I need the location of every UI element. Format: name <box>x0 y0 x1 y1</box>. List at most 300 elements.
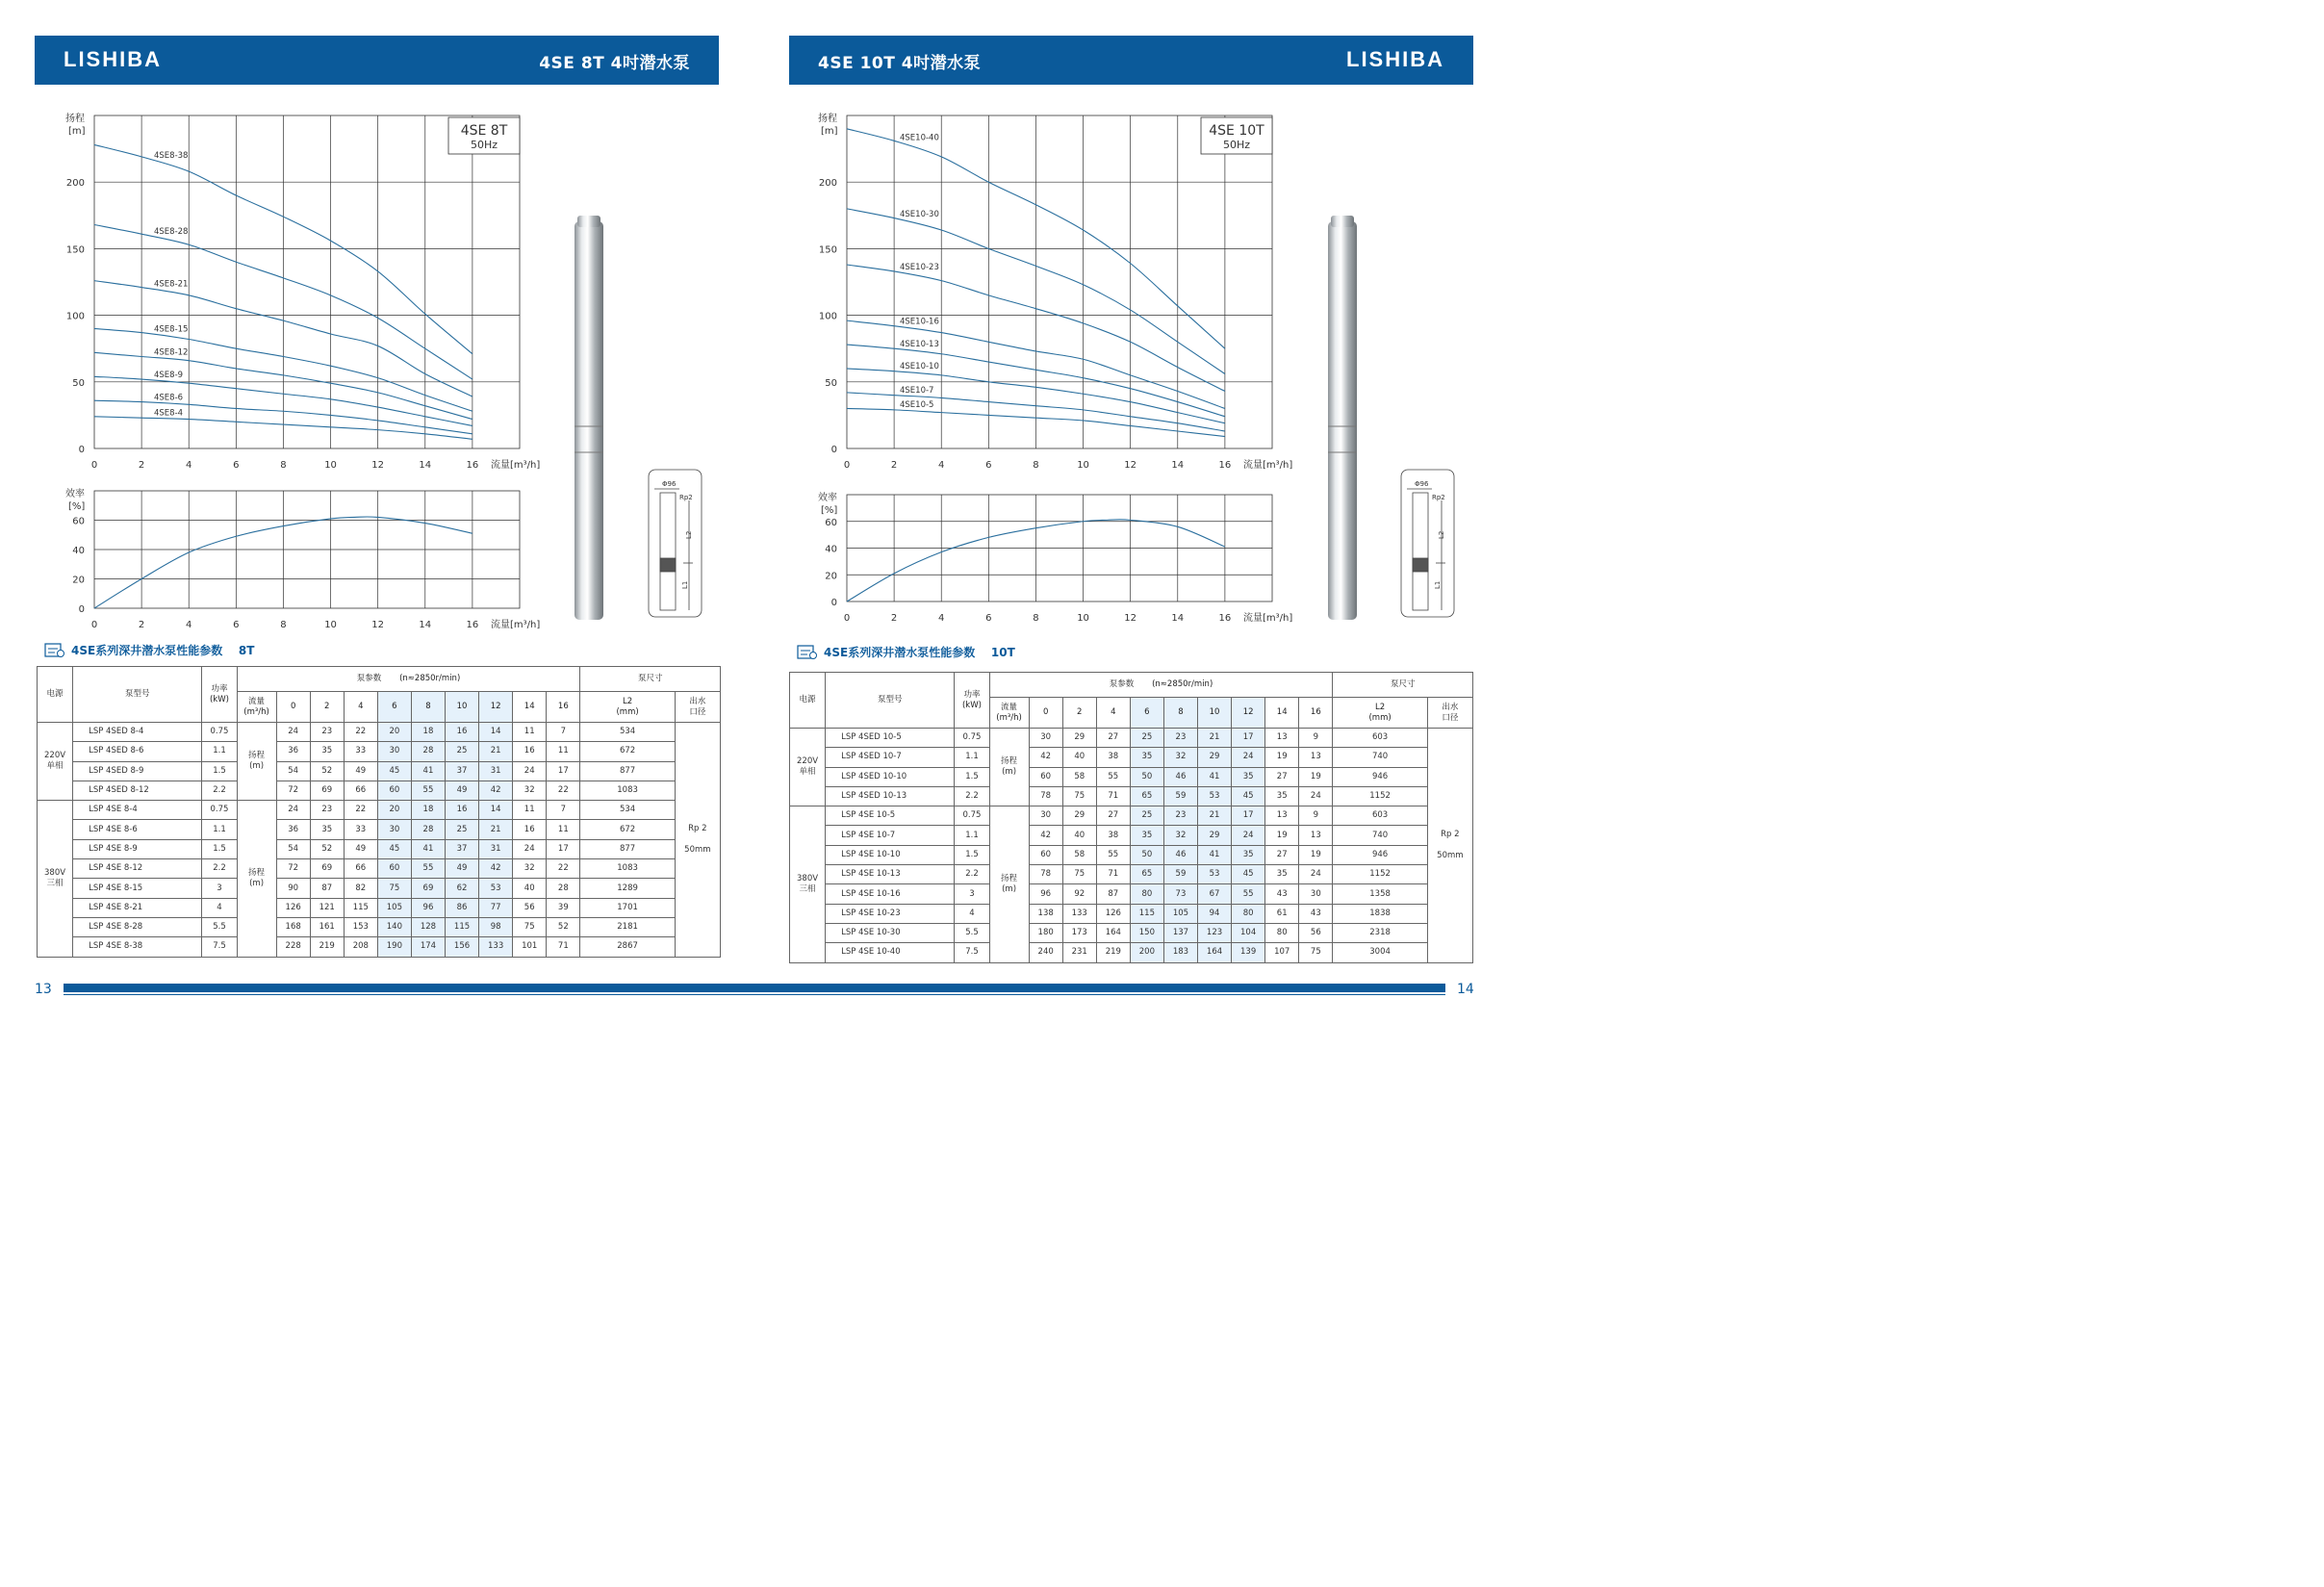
head-value-cell: 80 <box>1130 884 1163 904</box>
head-value-cell: 32 <box>1163 748 1197 767</box>
head-value-cell: 32 <box>513 859 547 879</box>
head-value-cell: 17 <box>1232 729 1265 748</box>
head-value-cell: 9 <box>1299 729 1333 748</box>
head-value-cell: 101 <box>513 937 547 957</box>
l2-cell: 1083 <box>580 859 675 879</box>
head-value-cell: 17 <box>547 761 580 781</box>
head-value-cell: 82 <box>344 879 377 898</box>
head-value-cell: 19 <box>1299 845 1333 864</box>
y-axis-label: 扬程 <box>65 114 85 124</box>
head-value-cell: 55 <box>411 781 445 800</box>
x-tick-label: 12 <box>1124 613 1137 624</box>
head-value-cell: 35 <box>310 820 344 839</box>
flow-header: 8 <box>411 692 445 723</box>
head-value-cell: 72 <box>276 781 310 800</box>
head-value-cell: 55 <box>1096 767 1130 786</box>
x-tick-label: 0 <box>843 460 851 471</box>
series-label: 4SE8-28 <box>154 227 189 238</box>
series-label: 4SE8-4 <box>154 408 184 419</box>
head-value-cell: 43 <box>1265 884 1299 904</box>
model-cell: LSP 4SE 10-13 <box>826 865 955 884</box>
table-row <box>790 904 1473 923</box>
col-header: 泵尺寸 <box>580 667 721 692</box>
head-value-cell: 13 <box>1265 729 1299 748</box>
flow-header: 2 <box>1062 698 1096 729</box>
table-row <box>38 801 721 820</box>
head-value-cell: 23 <box>1163 806 1197 826</box>
head-value-cell: 45 <box>1232 786 1265 806</box>
head-value-cell: 67 <box>1198 884 1232 904</box>
head-value-cell: 24 <box>276 801 310 820</box>
head-value-cell: 55 <box>1096 845 1130 864</box>
legend-title: 4SE 8T <box>460 123 508 139</box>
power-cell: 1.1 <box>955 826 989 845</box>
x-tick-label: 8 <box>280 620 287 630</box>
y-tick-label: 50 <box>72 377 85 389</box>
flow-header: 12 <box>1232 698 1265 729</box>
head-value-cell: 173 <box>1062 923 1096 942</box>
head-value-cell: 65 <box>1130 865 1163 884</box>
head-value-cell: 31 <box>479 839 513 858</box>
col-header: 流量 (m³/h) <box>237 692 276 723</box>
head-value-cell: 96 <box>411 898 445 917</box>
l2-cell: 740 <box>1333 748 1427 767</box>
x-tick-label: 8 <box>1033 613 1039 624</box>
model-cell: LSP 4SE 10-5 <box>826 806 955 826</box>
x-tick-label: 16 <box>466 460 479 471</box>
head-value-cell: 46 <box>1163 845 1197 864</box>
head-value-cell: 37 <box>446 761 479 781</box>
head-label-cell: 扬程 (m) <box>989 729 1029 806</box>
power-cell: 1.5 <box>202 839 237 858</box>
model-cell: LSP 4SED 10-5 <box>826 729 955 748</box>
table-row <box>790 806 1473 826</box>
y-tick-label: 0 <box>78 604 85 615</box>
head-value-cell: 60 <box>377 859 411 879</box>
power-cell: 2.2 <box>202 781 237 800</box>
table-row <box>790 943 1473 962</box>
head-value-cell: 80 <box>1232 904 1265 923</box>
head-value-cell: 104 <box>1232 923 1265 942</box>
head-value-cell: 137 <box>1163 923 1197 942</box>
head-value-cell: 75 <box>1062 865 1096 884</box>
head-value-cell: 17 <box>1232 806 1265 826</box>
x-tick-label: 0 <box>90 460 98 471</box>
head-value-cell: 105 <box>1163 904 1197 923</box>
y-axis-label: 效率 <box>818 493 837 503</box>
y-tick-label: 0 <box>830 445 837 455</box>
l2-cell: 2318 <box>1333 923 1427 942</box>
head-value-cell: 30 <box>377 820 411 839</box>
y-tick-label: 40 <box>72 546 85 556</box>
head-value-cell: 24 <box>1232 748 1265 767</box>
x-tick-label: 14 <box>419 460 432 471</box>
y-tick-label: 100 <box>818 311 837 322</box>
y-axis-unit: [m] <box>821 126 838 137</box>
series-label: 4SE10-7 <box>900 385 934 396</box>
l2-cell: 2181 <box>580 917 675 936</box>
head-value-cell: 24 <box>1299 865 1333 884</box>
head-value-cell: 21 <box>479 820 513 839</box>
x-tick-label: 10 <box>324 620 337 630</box>
head-value-cell: 164 <box>1096 923 1130 942</box>
head-value-cell: 87 <box>310 879 344 898</box>
table-row <box>38 742 721 761</box>
head-value-cell: 30 <box>1029 729 1062 748</box>
head-value-cell: 150 <box>1130 923 1163 942</box>
x-axis-label: 流量[m³/h] <box>1243 460 1293 471</box>
head-value-cell: 42 <box>1029 748 1062 767</box>
head-label-cell: 扬程 (m) <box>989 806 1029 962</box>
x-tick-label: 4 <box>186 460 192 471</box>
col-header: 电源 <box>38 667 73 723</box>
table-row <box>38 839 721 858</box>
head-value-cell: 40 <box>513 879 547 898</box>
legend-subtitle: 50Hz <box>470 139 498 151</box>
head-value-cell: 65 <box>1130 786 1163 806</box>
power-cell: 7.5 <box>955 943 989 962</box>
head-value-cell: 71 <box>1096 865 1130 884</box>
model-cell: LSP 4SE 10-7 <box>826 826 955 845</box>
series-label: 4SE8-15 <box>154 324 189 335</box>
model-cell: LSP 4SE 10-10 <box>826 845 955 864</box>
head-value-cell: 28 <box>547 879 580 898</box>
col-header: 功率 (kW) <box>202 667 237 723</box>
head-value-cell: 42 <box>1029 826 1062 845</box>
head-value-cell: 41 <box>411 761 445 781</box>
power-cell: 7.5 <box>202 937 237 957</box>
head-value-cell: 156 <box>446 937 479 957</box>
head-value-cell: 45 <box>377 839 411 858</box>
col-header: L2 (mm) <box>580 692 675 723</box>
x-tick-label: 14 <box>1171 460 1185 471</box>
series-label: 4SE10-13 <box>900 339 939 349</box>
head-value-cell: 27 <box>1265 845 1299 864</box>
flow-header: 0 <box>276 692 310 723</box>
head-value-cell: 22 <box>344 801 377 820</box>
y-tick-label: 200 <box>65 178 85 190</box>
power-cell: 2.2 <box>955 786 989 806</box>
x-tick-label: 2 <box>138 460 145 471</box>
x-tick-label: 4 <box>938 460 945 471</box>
head-value-cell: 36 <box>276 820 310 839</box>
head-value-cell: 13 <box>1299 826 1333 845</box>
model-cell: LSP 4SED 10-10 <box>826 767 955 786</box>
table-row <box>38 879 721 898</box>
col-header: 出水 口径 <box>1427 698 1472 729</box>
head-value-cell: 66 <box>344 781 377 800</box>
power-cell: 3 <box>955 884 989 904</box>
flow-header: 6 <box>377 692 411 723</box>
head-value-cell: 21 <box>479 742 513 761</box>
head-value-cell: 231 <box>1062 943 1096 962</box>
head-value-cell: 75 <box>1062 786 1096 806</box>
power-cell: 1.1 <box>202 742 237 761</box>
table-row <box>38 781 721 800</box>
x-tick-label: 10 <box>324 460 337 471</box>
model-cell: LSP 4SED 8-9 <box>73 761 202 781</box>
model-cell: LSP 4SE 8-6 <box>73 820 202 839</box>
head-value-cell: 96 <box>1029 884 1062 904</box>
head-value-cell: 180 <box>1029 923 1062 942</box>
head-value-cell: 36 <box>276 742 310 761</box>
model-cell: LSP 4SE 8-9 <box>73 839 202 858</box>
head-value-cell: 240 <box>1029 943 1062 962</box>
head-value-cell: 29 <box>1062 729 1096 748</box>
section-title: 4SE系列深井潜水泵性能参数 10T <box>797 643 1015 660</box>
series-label: 4SE8-6 <box>154 393 184 403</box>
head-value-cell: 30 <box>1029 806 1062 826</box>
head-value-cell: 40 <box>1062 748 1096 767</box>
power-cell: 4 <box>202 898 237 917</box>
head-value-cell: 121 <box>310 898 344 917</box>
head-value-cell: 69 <box>310 781 344 800</box>
head-value-cell: 90 <box>276 879 310 898</box>
flow-header: 0 <box>1029 698 1062 729</box>
head-value-cell: 61 <box>1265 904 1299 923</box>
y-tick-label: 50 <box>825 377 837 389</box>
head-value-cell: 75 <box>377 879 411 898</box>
outlet-cell: Rp 2 50mm <box>675 723 720 958</box>
head-value-cell: 54 <box>276 839 310 858</box>
head-value-cell: 29 <box>1062 806 1096 826</box>
y-axis-unit: [m] <box>68 126 86 137</box>
head-value-cell: 49 <box>446 781 479 800</box>
power-cell: 1.1 <box>955 748 989 767</box>
table-row <box>790 865 1473 884</box>
head-value-cell: 24 <box>513 761 547 781</box>
head-value-cell: 32 <box>1163 826 1197 845</box>
head-value-cell: 80 <box>1265 923 1299 942</box>
head-label-cell: 扬程 (m) <box>237 801 276 957</box>
chart-3 <box>818 491 1292 624</box>
y-axis-label: 效率 <box>65 489 85 499</box>
head-value-cell: 161 <box>310 917 344 936</box>
flow-header: 4 <box>1096 698 1130 729</box>
head-value-cell: 52 <box>310 761 344 781</box>
head-value-cell: 128 <box>411 917 445 936</box>
table-row <box>38 820 721 839</box>
head-value-cell: 35 <box>1265 865 1299 884</box>
l2-cell: 2867 <box>580 937 675 957</box>
head-value-cell: 19 <box>1265 826 1299 845</box>
head-value-cell: 16 <box>513 820 547 839</box>
head-value-cell: 183 <box>1163 943 1197 962</box>
y-tick-label: 60 <box>825 517 837 528</box>
head-value-cell: 49 <box>344 839 377 858</box>
dim-label-l1: L1 <box>1434 580 1442 589</box>
head-value-cell: 13 <box>1265 806 1299 826</box>
head-value-cell: 16 <box>513 742 547 761</box>
series-label: 4SE10-30 <box>900 210 939 220</box>
head-value-cell: 219 <box>310 937 344 957</box>
head-value-cell: 53 <box>1198 865 1232 884</box>
head-value-cell: 37 <box>446 839 479 858</box>
l2-cell: 1289 <box>580 879 675 898</box>
col-header: L2 (mm) <box>1333 698 1427 729</box>
head-value-cell: 39 <box>547 898 580 917</box>
x-tick-label: 4 <box>186 620 192 630</box>
flow-header: 2 <box>310 692 344 723</box>
series-label: 4SE8-9 <box>154 371 184 381</box>
head-value-cell: 11 <box>547 820 580 839</box>
y-axis-unit: [%] <box>68 501 86 512</box>
power-cell: 5.5 <box>202 917 237 936</box>
l2-cell: 1358 <box>1333 884 1427 904</box>
x-axis-label: 流量[m³/h] <box>491 460 541 471</box>
table-row <box>790 748 1473 767</box>
model-cell: LSP 4SE 10-16 <box>826 884 955 904</box>
power-cell: 1.5 <box>955 767 989 786</box>
y-tick-label: 0 <box>830 598 837 608</box>
head-value-cell: 140 <box>377 917 411 936</box>
power-cell: 0.75 <box>202 723 237 742</box>
head-value-cell: 52 <box>310 839 344 858</box>
power-cell: 1.5 <box>202 761 237 781</box>
l2-cell: 3004 <box>1333 943 1427 962</box>
head-value-cell: 107 <box>1265 943 1299 962</box>
head-value-cell: 31 <box>479 761 513 781</box>
head-value-cell: 27 <box>1096 729 1130 748</box>
table-row <box>38 761 721 781</box>
head-value-cell: 71 <box>1096 786 1130 806</box>
x-tick-label: 10 <box>1077 613 1089 624</box>
head-value-cell: 43 <box>1299 904 1333 923</box>
dim-label-phi: Φ96 <box>662 480 677 488</box>
head-value-cell: 66 <box>344 859 377 879</box>
x-tick-label: 6 <box>233 620 240 630</box>
head-value-cell: 14 <box>479 723 513 742</box>
l2-cell: 877 <box>580 839 675 858</box>
series-label: 4SE8-38 <box>154 150 189 161</box>
head-value-cell: 54 <box>276 761 310 781</box>
l2-cell: 603 <box>1333 806 1427 826</box>
model-cell: LSP 4SED 10-7 <box>826 748 955 767</box>
power-cell: 3 <box>202 879 237 898</box>
l2-cell: 672 <box>580 742 675 761</box>
model-cell: LSP 4SE 10-40 <box>826 943 955 962</box>
head-value-cell: 174 <box>411 937 445 957</box>
head-value-cell: 23 <box>310 723 344 742</box>
table-row <box>790 884 1473 904</box>
model-cell: LSP 4SE 8-12 <box>73 859 202 879</box>
flow-header: 10 <box>446 692 479 723</box>
head-value-cell: 41 <box>1198 845 1232 864</box>
head-value-cell: 35 <box>1232 845 1265 864</box>
head-value-cell: 40 <box>1062 826 1096 845</box>
head-value-cell: 45 <box>1232 865 1265 884</box>
power-source-cell: 220V 单相 <box>790 729 826 806</box>
head-value-cell: 28 <box>411 820 445 839</box>
y-tick-label: 20 <box>72 575 85 586</box>
head-value-cell: 123 <box>1198 923 1232 942</box>
model-cell: LSP 4SED 10-13 <box>826 786 955 806</box>
head-value-cell: 24 <box>1232 826 1265 845</box>
table-row <box>790 767 1473 786</box>
document-icon <box>797 643 818 660</box>
page-title: 4SE 10T 4吋潜水泵 <box>818 54 982 73</box>
head-value-cell: 50 <box>1130 767 1163 786</box>
flow-header: 14 <box>1265 698 1299 729</box>
head-value-cell: 42 <box>479 859 513 879</box>
head-value-cell: 21 <box>1198 806 1232 826</box>
head-value-cell: 24 <box>1299 786 1333 806</box>
head-value-cell: 138 <box>1029 904 1062 923</box>
dim-label-rp: Rp2 <box>679 494 693 501</box>
head-value-cell: 49 <box>446 859 479 879</box>
model-cell: LSP 4SE 10-30 <box>826 923 955 942</box>
power-cell: 0.75 <box>955 729 989 748</box>
footer-line <box>64 994 1445 995</box>
model-cell: LSP 4SE 8-28 <box>73 917 202 936</box>
power-cell: 5.5 <box>955 923 989 942</box>
head-value-cell: 168 <box>276 917 310 936</box>
head-value-cell: 56 <box>1299 923 1333 942</box>
head-value-cell: 30 <box>377 742 411 761</box>
x-tick-label: 2 <box>138 620 145 630</box>
x-axis-label: 流量[m³/h] <box>1243 613 1293 624</box>
head-value-cell: 59 <box>1163 865 1197 884</box>
x-tick-label: 8 <box>280 460 287 471</box>
brand-logo: LISHIBA <box>1346 47 1444 71</box>
table-row <box>38 937 721 957</box>
flow-header: 6 <box>1130 698 1163 729</box>
x-tick-label: 14 <box>419 620 432 630</box>
head-value-cell: 18 <box>411 801 445 820</box>
head-value-cell: 17 <box>547 839 580 858</box>
x-tick-label: 16 <box>1218 613 1232 624</box>
head-value-cell: 22 <box>547 859 580 879</box>
l2-cell: 1083 <box>580 781 675 800</box>
head-value-cell: 11 <box>513 801 547 820</box>
l2-cell: 1152 <box>1333 865 1427 884</box>
dim-label-l1: L1 <box>681 580 689 589</box>
model-cell: LSP 4SED 8-4 <box>73 723 202 742</box>
head-value-cell: 69 <box>411 879 445 898</box>
head-value-cell: 21 <box>1198 729 1232 748</box>
y-tick-label: 60 <box>72 516 85 527</box>
page-number: 13 <box>35 982 52 997</box>
model-cell: LSP 4SE 10-23 <box>826 904 955 923</box>
l2-cell: 740 <box>1333 826 1427 845</box>
footer-bar <box>64 984 1445 992</box>
head-value-cell: 200 <box>1130 943 1163 962</box>
head-value-cell: 35 <box>1265 786 1299 806</box>
y-tick-label: 20 <box>825 571 837 582</box>
l2-cell: 946 <box>1333 767 1427 786</box>
head-value-cell: 60 <box>1029 845 1062 864</box>
table-row <box>790 786 1473 806</box>
power-cell: 2.2 <box>202 859 237 879</box>
head-value-cell: 62 <box>446 879 479 898</box>
head-value-cell: 16 <box>446 723 479 742</box>
flow-header: 16 <box>1299 698 1333 729</box>
head-value-cell: 35 <box>310 742 344 761</box>
chart-0 <box>65 112 540 471</box>
series-label: 4SE8-12 <box>154 347 189 358</box>
table-row <box>790 845 1473 864</box>
document-icon <box>44 641 65 658</box>
head-value-cell: 126 <box>1096 904 1130 923</box>
legend-title: 4SE 10T <box>1209 123 1264 139</box>
head-value-cell: 133 <box>479 937 513 957</box>
l2-cell: 1838 <box>1333 904 1427 923</box>
head-value-cell: 25 <box>1130 729 1163 748</box>
power-cell: 0.75 <box>955 806 989 826</box>
y-tick-label: 0 <box>78 445 85 455</box>
head-value-cell: 45 <box>377 761 411 781</box>
power-cell: 1.1 <box>202 820 237 839</box>
